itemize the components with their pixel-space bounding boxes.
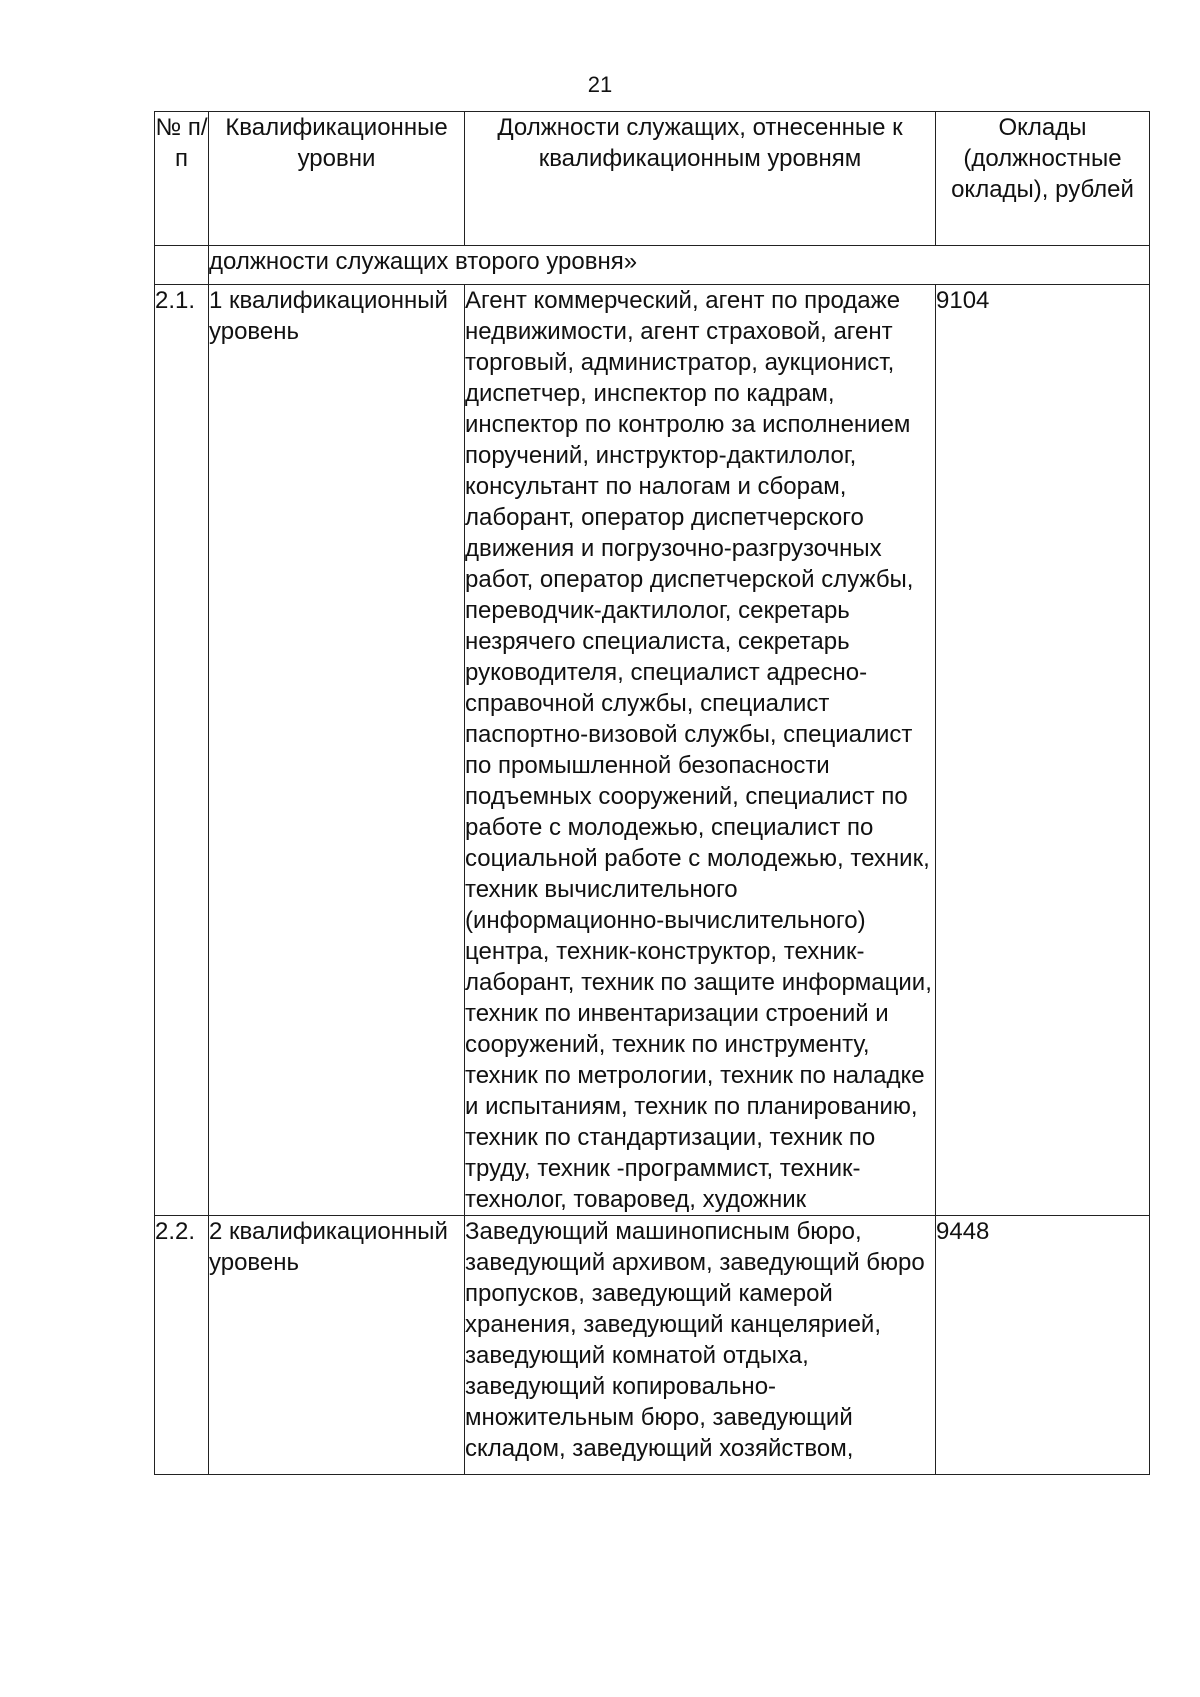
- row-num: 2.2.: [155, 1216, 209, 1475]
- row-salary: 9104: [936, 285, 1150, 1216]
- row-num: 2.1.: [155, 285, 209, 1216]
- row-positions: Агент коммерческий, агент по продаже недвижимости, агент страховой, агент торговый, администратор, аукционист, диспетчер, инспектор по кадрам, инспектор по контролю за исполнением поручений, инструктор-дактилолог, консультант по налогам и сборам, лаборант, оператор диспетчерского движения и погрузочно-разгрузочных работ, оператор диспетчерской службы, переводчик-дактилолог, секретарь незрячего специалиста, секретарь руководителя, специалист адресно-справочной службы, специалист паспортно-визовой службы, специалист по промышленной безопасности подъемных сооружений, специалист по работе с молодежью, специалист по социальной работе с молодежью, техник, техник вычислительного (информационно-вычислительного) центра, техник-конструктор, техник-лаборант, техник по защите информации, техник по инвентаризации строений и сооружений, техник по инструменту, техник по метрологии, техник по наладке и испытаниям, техник по планированию, техник по стандартизации, техник по труду, техник -программист, техник-технолог, товаровед, художник: [465, 285, 936, 1216]
- table-row: [155, 1216, 1150, 1475]
- section-title: должности служащих второго уровня»: [209, 246, 1150, 285]
- page-number: 21: [587, 72, 613, 97]
- header-positions: Должности служащих, отнесенные к квалификационным уровням: [465, 112, 936, 246]
- row-salary: 9448: [936, 1216, 1150, 1475]
- header-row: [155, 112, 1150, 246]
- header-num: № п/п: [155, 112, 209, 246]
- table-row: [155, 285, 1150, 1216]
- section-num-cell: [155, 246, 209, 285]
- header-level: Квалификационные уровни: [209, 112, 465, 246]
- row-level: 1 квалификационный уровень: [209, 285, 465, 1216]
- salary-table: [154, 111, 1150, 1475]
- section-row: [155, 246, 1150, 285]
- row-positions: Заведующий машинописным бюро, заведующий архивом, заведующий бюро пропусков, заведующий камерой хранения, заведующий канцелярией, заведующий комнатой отдыха, заведующий копировально-множительным бюро, заведующий складом, заведующий хозяйством,: [465, 1216, 936, 1475]
- header-salary: Оклады (должностные оклады), рублей: [936, 112, 1150, 246]
- row-level: 2 квалификационный уровень: [209, 1216, 465, 1475]
